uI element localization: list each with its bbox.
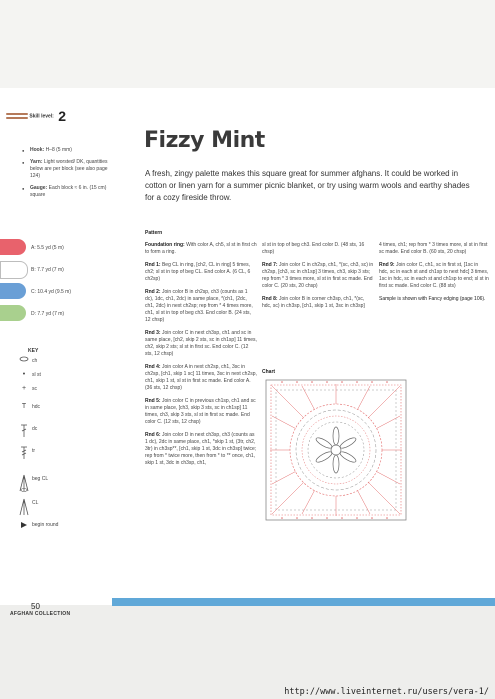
swatch-c-label: C: 10.4 yd (9.5 m): [31, 289, 72, 295]
swatch-b-label: B: 7.7 yd (7 m): [31, 267, 64, 273]
bottom-margin: [0, 605, 495, 699]
skill-label: Skill level:: [29, 113, 54, 120]
instruction: Sample is shown with Fancy edging (page 106).: [379, 296, 486, 302]
instruction: Rnd 2: Join color B in ch2sp, ch3 (counts as 1 dc), 1dc, ch1, 2dc) in same place, *(ch1, (2dc, ch1, 2dc) in next ch2sp; rep from * 4 times more, ch1, sl st in top of beg ch3. End color B. (24 sts, 12 chsp): [145, 289, 253, 323]
cluster-icon: [18, 498, 30, 520]
instruction: Rnd 9: Join color C, ch1, sc in first st, [1sc in hdc, sc in each st and ch1sp to next hdc] 3 times, 1sc in hdc, sc in each st and ch1sp to end; sl st in first sc made. End color C. (88 sts): [379, 262, 489, 289]
key-hdc: T hdc: [10, 402, 110, 414]
footer-url[interactable]: http://www.liveinternet.ru/users/vera-1/: [284, 687, 489, 697]
t-icon: T: [21, 403, 27, 410]
key-beg-cl: beg CL: [10, 474, 110, 486]
swatch-d-label: D: 7.7 yd (7 m): [31, 311, 65, 317]
swatch-a: [0, 239, 26, 255]
swatch-b: [0, 261, 28, 279]
dc-icon: [18, 424, 30, 442]
key-cl: CL: [10, 498, 110, 510]
arrow-icon: [18, 520, 30, 534]
section-label: AFGHAN COLLECTION: [10, 611, 71, 617]
swatch-d: [0, 305, 26, 321]
instruction: sl st in top of beg ch3. End color D. (48 sts, 16 chsp): [262, 242, 365, 255]
page-number: 50: [31, 602, 40, 611]
chart-heading: Chart: [262, 369, 276, 375]
hook-info: ● Hook: H–8 (5 mm): [22, 147, 110, 154]
chain-oval-icon: [18, 356, 30, 366]
instruction: Rnd 7: Join color C in ch2sp, ch1, *(sc, ch3, sc) in ch2sp, [ch3, sc in ch1sp] 3 times, ch3, skip 3 sts; rep from * 3 times more, sl st in first sc made. End color C. (20 sts, 20 chsp): [262, 262, 374, 289]
instruction: 4 times, ch1; rep from * 3 times more, sl st in first sc made. End color B. (60 sts, 20 chsp): [379, 242, 488, 255]
key-begin-round: begin round: [10, 520, 110, 532]
instruction: Rnd 4: Join color A in next ch2sp, ch1, 3sc in ch2sp, [ch1, skip 1 sc] 11 times, 3sc in next ch2sp, ch1, skip 1 st, sl st in first sc made. End color A. (36 sts, 12 chsp): [145, 364, 257, 391]
plus-icon: +: [21, 385, 27, 392]
pattern-heading: Pattern: [145, 230, 163, 236]
intro-text: A fresh, zingy palette makes this square great for summer afghans. It could be worked in cotton or linen yarn for a summer picnic blanket, or try using warm wools and earthy shades for a cozy fireside throw.: [145, 169, 470, 202]
dot-icon: •: [22, 371, 26, 378]
pattern-col-1: [145, 242, 257, 473]
skill-level: [6, 108, 66, 124]
yarn-info: ● Yarn: Light worsted/ DK, quantities below are per block (see also page 124): [22, 159, 110, 180]
pattern-col-2: [262, 242, 374, 316]
instruction: Rnd 3: Join color C in next ch3sp, ch1 and sc in same place, [ch2, skip 2 sts, sc in ch1sp] 11 times, ch2, skip 2 sts; sl st in first sc. End color C. (12 sts, 12 chsp): [145, 330, 257, 357]
instruction: Rnd 6: Join color D in next ch3sp, ch3 (counts as 1 dc), 2dc in same place, ch1, *skip 1 st, (3tr, ch2, 3tr) in ch3sp**, [ch1, skip 1 st, 3dc in ch3sp] twice; rep from * twice more, then from * to ** once, ch1, skip 1 st, 3dc in ch3sp, ch1,: [145, 432, 257, 466]
footer-bar: [112, 598, 495, 606]
swatch-c: [0, 283, 26, 299]
swatch-a-label: A: 5.5 yd (5 m): [31, 245, 64, 251]
instruction: Foundation ring: With color A, ch5, sl st in first ch to form a ring.: [145, 242, 257, 255]
page-title: Fizzy Mint: [144, 128, 265, 153]
skill-value: 2: [58, 108, 67, 124]
gauge-info: ● Gauge: Each block ≈ 6 in. (15 cm) square: [22, 185, 110, 199]
instruction: Rnd 8: Join color B in corner ch3sp, ch1, *(sc, hdc, sc) in ch3sp, [ch1, skip 1 st, 3sc in ch3sp]: [262, 296, 365, 309]
beg-cluster-icon: [18, 474, 30, 496]
key-tr: tr: [10, 446, 110, 458]
key-title: KEY: [28, 348, 39, 354]
key-dc: dc: [10, 424, 110, 436]
key-slst: • sl st: [10, 370, 110, 382]
instruction: Rnd 5: Join color C in previous ch1sp, ch1 and sc in same place, [ch3, skip 3 sts, sc in ch1sp] 11 times, ch3, skip 3 sts, sl st in first sc made. End color C. (12 sts, 12 chsp): [145, 398, 256, 425]
key-chain: ch: [10, 356, 110, 368]
instruction: Rnd 1: Beg CL in ring, [ch2, CL in ring] 5 times, ch2; sl st in top of beg CL. End color A. (6 CL, 6 ch2sp): [145, 262, 251, 282]
pattern-col-3: [379, 242, 489, 309]
tr-icon: [18, 446, 30, 464]
crochet-chart: [262, 376, 410, 524]
hook-icon: [6, 111, 28, 121]
materials-list: [22, 147, 110, 204]
key-sc: + sc: [10, 384, 110, 396]
